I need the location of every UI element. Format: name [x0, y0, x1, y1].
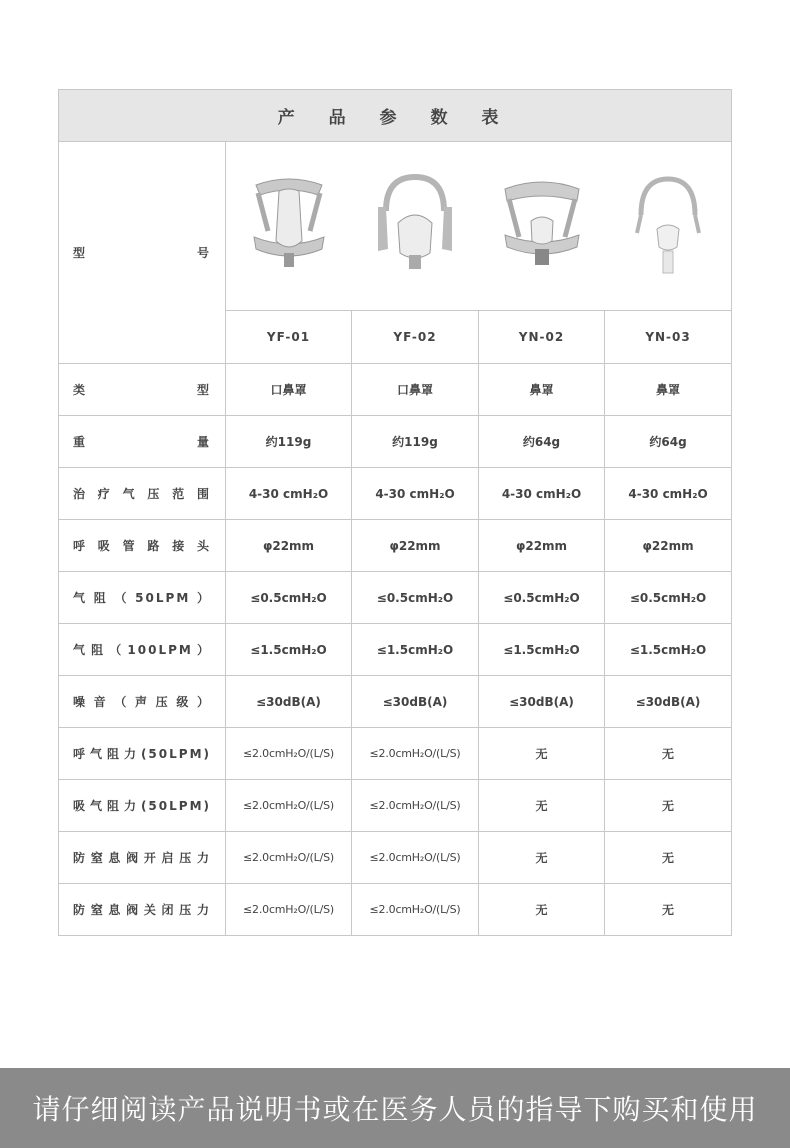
row-label: 重量 — [59, 416, 226, 468]
row-value: ≤2.0cmH₂O/(L/S) — [226, 780, 352, 832]
row-value: 约119g — [352, 416, 479, 468]
model-code: YF-01 — [226, 311, 352, 364]
row-value: 约64g — [605, 416, 732, 468]
row-label: 呼气阻力(50LPM) — [59, 728, 226, 780]
model-code: YF-02 — [352, 311, 479, 364]
row-value: ≤2.0cmH₂O/(L/S) — [352, 780, 479, 832]
row-value: ≤2.0cmH₂O/(L/S) — [352, 832, 479, 884]
row-value: ≤30dB(A) — [352, 676, 479, 728]
table-row — [59, 624, 732, 676]
table-row — [59, 364, 732, 416]
row-value: φ22mm — [226, 520, 352, 572]
row-value: 无 — [605, 832, 732, 884]
row-value: 无 — [605, 884, 732, 936]
row-value: 约64g — [479, 416, 605, 468]
row-value: 4-30 cmH₂O — [352, 468, 479, 520]
row-value: 口鼻罩 — [352, 364, 479, 416]
table-row — [59, 572, 732, 624]
row-value: ≤30dB(A) — [226, 676, 352, 728]
row-value: 无 — [605, 780, 732, 832]
table-row — [59, 780, 732, 832]
table-row — [59, 676, 732, 728]
row-value: ≤0.5cmH₂O — [479, 572, 605, 624]
row-label: 气阻（50LPM） — [59, 572, 226, 624]
row-value: ≤1.5cmH₂O — [226, 624, 352, 676]
model-code: YN-02 — [479, 311, 605, 364]
spec-table — [58, 89, 732, 936]
table-row — [59, 728, 732, 780]
row-value: ≤2.0cmH₂O/(L/S) — [226, 832, 352, 884]
row-value: ≤0.5cmH₂O — [352, 572, 479, 624]
row-value: ≤2.0cmH₂O/(L/S) — [226, 884, 352, 936]
row-value: 无 — [479, 884, 605, 936]
row-value: 无 — [605, 728, 732, 780]
row-value: φ22mm — [479, 520, 605, 572]
row-value: ≤2.0cmH₂O/(L/S) — [352, 728, 479, 780]
row-label: 防窒息阀开启压力 — [59, 832, 226, 884]
row-label: 噪音（声压级） — [59, 676, 226, 728]
row-label: 呼吸管路接头 — [59, 520, 226, 572]
table-row — [59, 468, 732, 520]
row-value: ≤2.0cmH₂O/(L/S) — [226, 728, 352, 780]
row-value: 无 — [479, 728, 605, 780]
row-label: 吸气阻力(50LPM) — [59, 780, 226, 832]
nasal-mask-icon — [623, 171, 713, 281]
row-value: ≤1.5cmH₂O — [605, 624, 732, 676]
row-label: 防窒息阀关闭压力 — [59, 884, 226, 936]
row-value: 无 — [479, 832, 605, 884]
row-label: 类型 — [59, 364, 226, 416]
full-face-mask-icon — [244, 171, 334, 281]
row-value: ≤0.5cmH₂O — [226, 572, 352, 624]
row-value: 4-30 cmH₂O — [226, 468, 352, 520]
row-value: φ22mm — [605, 520, 732, 572]
row-value: ≤30dB(A) — [479, 676, 605, 728]
row-value: ≤0.5cmH₂O — [605, 572, 732, 624]
mask-images-row — [226, 142, 732, 311]
row-value: 口鼻罩 — [226, 364, 352, 416]
row-value: 鼻罩 — [605, 364, 732, 416]
table-title: 产 品 参 数 表 — [59, 90, 732, 142]
row-value: 约119g — [226, 416, 352, 468]
row-value: ≤1.5cmH₂O — [479, 624, 605, 676]
footer-notice: 请仔细阅读产品说明书或在医务人员的指导下购买和使用 — [0, 1068, 790, 1148]
row-value: 鼻罩 — [479, 364, 605, 416]
row-value: 无 — [479, 780, 605, 832]
table-row — [59, 520, 732, 572]
model-code: YN-03 — [605, 311, 732, 364]
table-row — [59, 884, 732, 936]
nasal-mask-icon — [497, 171, 587, 281]
full-face-mask-icon — [370, 171, 460, 281]
row-value: 4-30 cmH₂O — [605, 468, 732, 520]
row-label: 治疗气压范围 — [59, 468, 226, 520]
row-label: 气阻（100LPM） — [59, 624, 226, 676]
row-value: ≤1.5cmH₂O — [352, 624, 479, 676]
row-value: φ22mm — [352, 520, 479, 572]
row-value: ≤2.0cmH₂O/(L/S) — [352, 884, 479, 936]
table-row — [59, 832, 732, 884]
table-row — [59, 416, 732, 468]
row-value: ≤30dB(A) — [605, 676, 732, 728]
model-label: 型号 — [59, 142, 226, 364]
row-value: 4-30 cmH₂O — [479, 468, 605, 520]
